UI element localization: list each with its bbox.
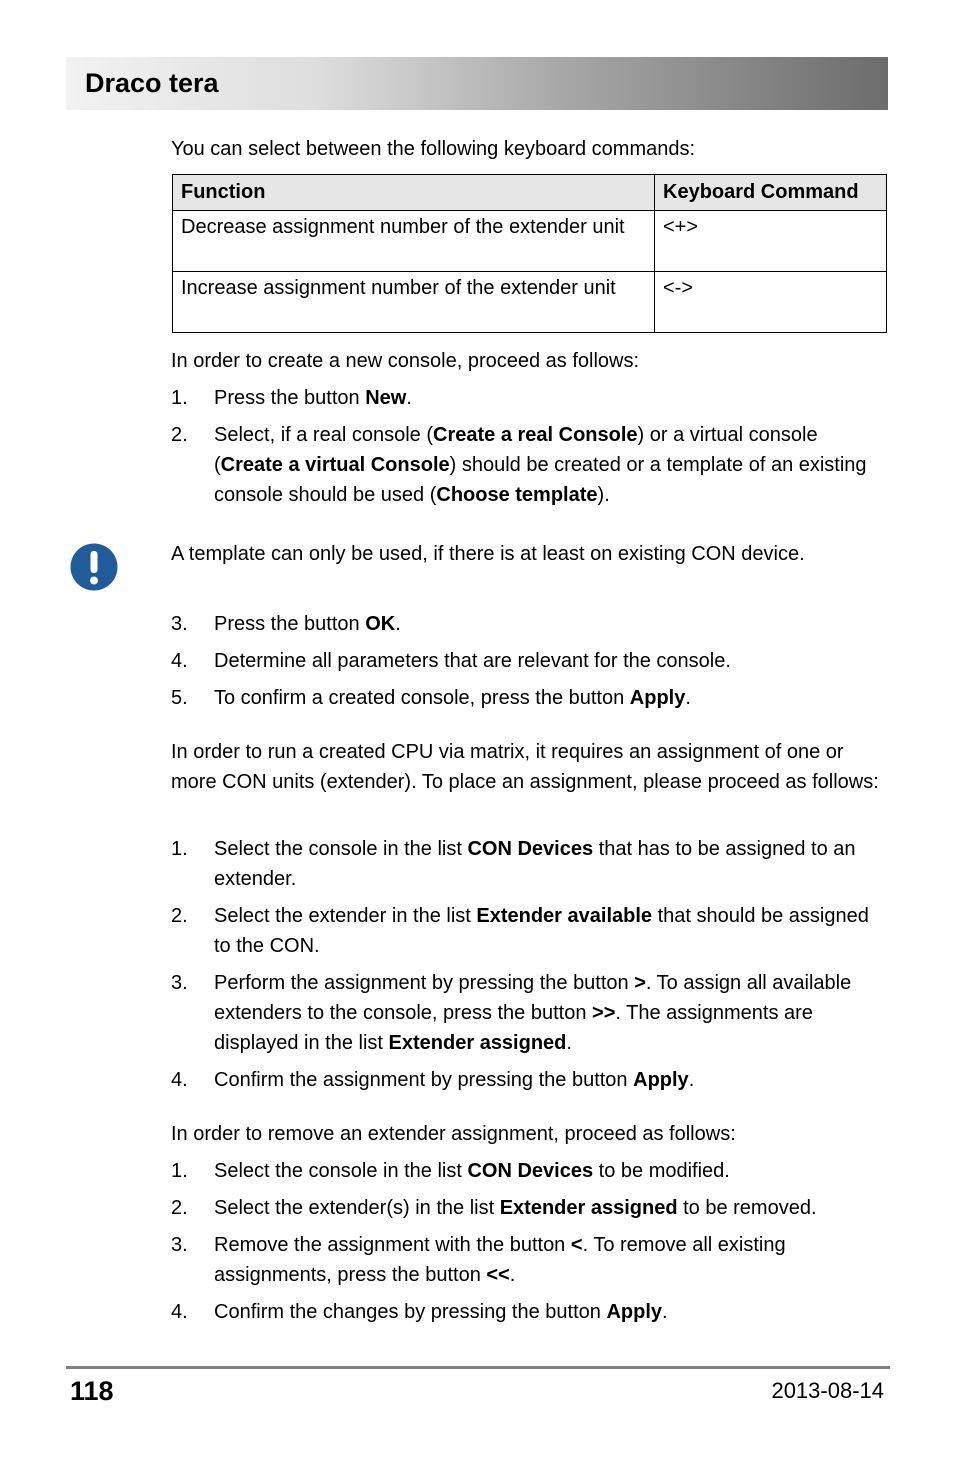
step-bold: Apply <box>633 1069 689 1091</box>
step-text: Select the extender in the list <box>214 905 477 927</box>
step-number: 1. <box>171 387 188 409</box>
step-bold: CON Devices <box>467 1160 594 1182</box>
keyboard-commands-table <box>172 174 887 333</box>
table-intro: You can select between the following keyboard commands: <box>171 138 696 160</box>
step-bold: Create a virtual Console <box>220 454 450 476</box>
step-text: . <box>566 1032 572 1054</box>
list-item <box>171 683 887 713</box>
remove-steps-list <box>171 1156 887 1334</box>
step-number: 4. <box>171 650 188 672</box>
step-bold: Create a real Console <box>433 424 638 446</box>
step-bold: Choose template <box>436 484 598 506</box>
list-item <box>171 420 887 510</box>
step-bold: Extender assigned <box>388 1032 567 1054</box>
step-text: . The assignments are displayed in the list <box>214 1002 813 1054</box>
step-number: 2. <box>171 1197 188 1219</box>
table-header-row <box>173 175 887 211</box>
footer-divider <box>66 1366 890 1369</box>
step-text: Remove the assignment with the button <box>214 1234 571 1256</box>
step-text: . <box>688 1069 695 1091</box>
table-row <box>173 211 887 272</box>
column-header-keyboard-command: Keyboard Command <box>655 175 887 211</box>
step-text: Confirm the assignment by pressing the button <box>214 1069 634 1091</box>
step-text: . <box>406 387 412 409</box>
step-text: Press the button <box>214 387 366 409</box>
step-number: 3. <box>171 1234 188 1256</box>
step-text: ) should be created or a template of an existing console should be used ( <box>214 454 867 506</box>
list-item <box>171 609 887 639</box>
step-text: . To remove all existing assignments, press the button <box>214 1234 786 1286</box>
page-date: 2013-08-14 <box>771 1378 884 1403</box>
step-bold: << <box>486 1264 510 1286</box>
create-steps-list-continued <box>171 609 887 720</box>
step-bold: New <box>365 387 407 409</box>
list-item <box>171 1230 887 1290</box>
step-text: Confirm the changes by pressing the button <box>214 1301 607 1323</box>
table-cell-command: <-> <box>655 272 887 333</box>
step-text: ) or a virtual console ( <box>214 424 818 476</box>
step-number: 3. <box>171 613 188 635</box>
step-number: 1. <box>171 1160 188 1182</box>
step-bold: Extender assigned <box>499 1197 678 1219</box>
list-item <box>171 1193 887 1223</box>
create-intro: In order to create a new console, proceed as follows: <box>171 350 640 372</box>
step-text: . <box>395 613 401 635</box>
step-number: 2. <box>171 905 188 927</box>
list-item <box>171 1297 887 1327</box>
page-number: 118 <box>70 1376 114 1406</box>
remove-intro: In order to remove an extender assignment, proceed as follows: <box>171 1123 736 1145</box>
step-number: 2. <box>171 424 188 446</box>
step-bold: >> <box>592 1002 616 1024</box>
step-text: to be modified. <box>593 1160 730 1182</box>
step-number: 3. <box>171 972 188 994</box>
step-bold: OK <box>365 613 396 635</box>
step-bold: > <box>634 972 646 994</box>
create-steps-list <box>171 383 887 517</box>
list-item <box>171 901 887 961</box>
note-text: A template can only be used, if there is at least on existing CON device. <box>171 543 805 565</box>
list-item <box>171 646 887 676</box>
list-item <box>171 383 887 413</box>
list-item <box>171 834 887 894</box>
step-number: 1. <box>171 838 188 860</box>
step-bold: CON Devices <box>467 838 594 860</box>
step-text: . <box>509 1264 516 1286</box>
step-text: Perform the assignment by pressing the button <box>214 972 635 994</box>
step-bold: Apply <box>606 1301 663 1323</box>
step-text: Press the button <box>214 613 366 635</box>
list-item <box>171 1156 887 1186</box>
step-text: that has to be assigned to an extender. <box>214 838 856 890</box>
step-bold: < <box>570 1234 583 1256</box>
step-text: to be removed. <box>677 1197 817 1219</box>
step-bold: Extender available <box>476 905 653 927</box>
step-text: . <box>685 687 691 709</box>
step-number: 4. <box>171 1069 188 1091</box>
assign-steps-list <box>171 834 887 1102</box>
step-text: that should be assigned to the CON. <box>214 905 869 957</box>
table-cell-function: Increase assignment number of the extender unit <box>173 272 655 333</box>
step-text: To confirm a created console, press the button <box>214 687 630 709</box>
list-item <box>171 968 887 1058</box>
step-bold: Apply <box>629 687 686 709</box>
table-cell-function: Decrease assignment number of the extender unit <box>173 211 655 272</box>
list-item <box>171 1065 887 1095</box>
exclamation-icon <box>70 543 118 591</box>
step-text: Select the console in the list <box>214 1160 468 1182</box>
step-number: 4. <box>171 1301 188 1323</box>
step-text: Select the extender(s) in the list <box>214 1197 500 1219</box>
table-row <box>173 272 887 333</box>
step-text: Select, if a real console ( <box>214 424 433 446</box>
header-bar <box>66 57 888 110</box>
step-text: Determine all parameters that are relevant for the console. <box>214 650 731 672</box>
step-text: Select the console in the list <box>214 838 468 860</box>
table-cell-command: <+> <box>655 211 887 272</box>
step-number: 5. <box>171 687 188 709</box>
page-title: Draco tera <box>85 68 219 98</box>
step-text: . <box>662 1301 668 1323</box>
step-text: . To assign all available extenders to the console, press the button <box>214 972 852 1024</box>
step-text: ). <box>597 484 610 506</box>
assign-intro: In order to run a created CPU via matrix, it requires an assignment of one or more CON units (extender). To place an assignment, please proceed as follows: <box>171 741 879 793</box>
column-header-function: Function <box>173 175 655 211</box>
